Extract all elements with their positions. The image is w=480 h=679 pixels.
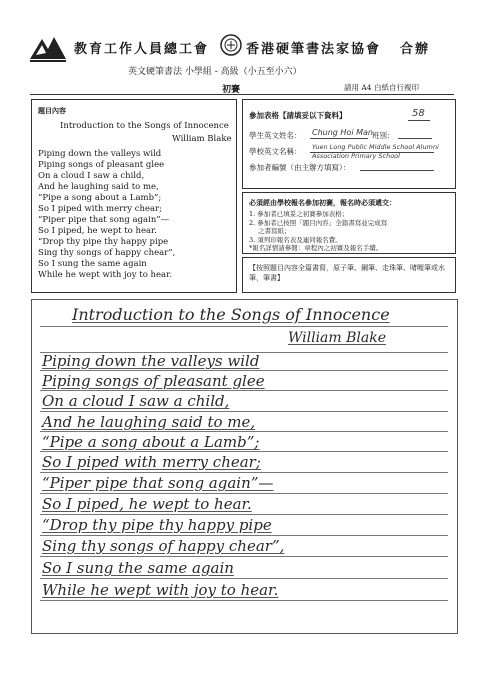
poem-line: So I sung the same again	[38, 259, 147, 269]
ruled-line	[40, 514, 448, 515]
ruled-line	[40, 326, 448, 327]
poem-line: So I piped with merry chear;	[38, 204, 163, 214]
organizer-name: 教育工作人員總工會	[74, 42, 210, 57]
student-name-line	[310, 138, 368, 139]
ruled-line	[40, 493, 448, 494]
class-field[interactable]	[398, 138, 432, 139]
ruled-line	[40, 431, 448, 432]
class-label: 班別：	[372, 131, 395, 140]
note-item: 3. 須列印報名表及連同報名費。	[249, 236, 342, 244]
co-organize-label: 合辦	[400, 42, 431, 57]
association-name: 香港硬筆書法家協會	[246, 42, 382, 57]
entry-form-header: 參加表格【請填妥以下資料】	[249, 111, 347, 120]
poem-line: Piping songs of pleasant glee	[38, 160, 165, 170]
competition-category: 英文硬筆書法 小學組 - 高級（小五至小六）	[128, 67, 302, 77]
ruled-line	[40, 578, 448, 579]
writing-rules: 【按照題目內容全篇書寫，原子筆、鋼筆、走珠筆、啫喱筆或水筆，筆書】	[249, 264, 445, 282]
handwritten-line: And he laughing said to me,	[42, 413, 256, 431]
poem-line: “Piper pipe that song again”—	[38, 215, 170, 225]
handwritten-line: “Piper pipe that song again”—	[42, 474, 274, 492]
ruled-line	[40, 370, 448, 371]
school-name-label: 學校英文名稱：	[249, 147, 302, 156]
union-logo-icon	[28, 33, 68, 63]
passage-poem	[38, 149, 175, 281]
handwritten-line: Sing thy songs of happy chear”,	[42, 537, 285, 555]
handwritten-line: So I sung the same again	[42, 559, 234, 577]
handwritten-line: “Pipe a song about a Lamb”;	[42, 433, 260, 451]
handwritten-line: “Drop thy pipe thy happy pipe	[42, 516, 272, 534]
poem-line: Piping down the valleys wild	[38, 149, 162, 159]
passage-title: Introduction to the Songs of Innocence	[60, 121, 229, 131]
poem-line: While he wept with joy to hear.	[38, 270, 172, 280]
poem-line: “Drop thy pipe thy happy pipe	[38, 237, 169, 247]
note-item: 1. 參加者已填妥之初賽參加表格；	[249, 210, 349, 218]
round-label: 初賽	[222, 85, 241, 95]
handwritten-line: On a cloud I saw a child,	[42, 392, 230, 410]
school-name-line	[310, 152, 434, 153]
school-name-value[interactable]: Yuen Long Public Middle School Alumni	[312, 143, 439, 151]
entry-number-line	[408, 120, 430, 121]
entry-number: 58	[412, 108, 425, 119]
note-item: 2. 參加者已按照「題目內容」全篇書寫並完成寫	[249, 219, 388, 227]
note-item: 之書寫紙；	[258, 227, 291, 235]
handwritten-line: While he wept with joy to hear.	[42, 581, 279, 599]
poem-line: Sing thy songs of happy chear”,	[38, 248, 176, 258]
handwritten-author: William Blake	[288, 330, 387, 346]
association-seal-icon	[220, 34, 242, 56]
passage-author: William Blake	[172, 134, 232, 144]
entry-id-label: 參加者編號（由主辦方填寫）：	[249, 163, 351, 172]
paper-note: 請用 A4 白紙自行複印	[344, 83, 419, 92]
handwritten-line: So I piped with merry chear;	[42, 453, 261, 471]
poem-line: So I piped, he wept to hear.	[38, 226, 157, 236]
handwritten-line: Piping songs of pleasant glee	[42, 372, 265, 390]
ruled-line	[40, 451, 448, 452]
ruled-line	[40, 556, 448, 557]
poem-line: On a cloud I saw a child,	[38, 171, 145, 181]
student-name-label: 學生英文姓名：	[249, 131, 302, 140]
ruled-line	[40, 600, 448, 601]
notes-heading: 必須經由學校報名參加初賽，報名時必須遞交：	[249, 198, 396, 207]
ruled-line	[40, 411, 448, 412]
entry-id-field[interactable]	[360, 170, 434, 171]
poem-line: “Pipe a song about a Lamb”;	[38, 193, 162, 203]
ruled-line	[40, 472, 448, 473]
ruled-line	[40, 535, 448, 536]
handwritten-line: Piping down the valleys wild	[42, 352, 260, 370]
ruled-line	[40, 390, 448, 391]
header-divider	[30, 94, 454, 95]
handwritten-line: So I piped, he wept to hear.	[42, 495, 252, 513]
handwritten-title: Introduction to the Songs of Innocence	[72, 305, 390, 324]
poem-line: And he laughing said to me,	[38, 182, 159, 192]
student-name-value[interactable]: Chung Hoi Man	[312, 128, 373, 137]
note-item: *報名詳情請參閱：章程內之初賽及報名手續。	[249, 244, 383, 252]
passage-label: 題目內容	[38, 106, 66, 115]
school-name-value-2[interactable]: Association Primary School	[312, 152, 400, 160]
